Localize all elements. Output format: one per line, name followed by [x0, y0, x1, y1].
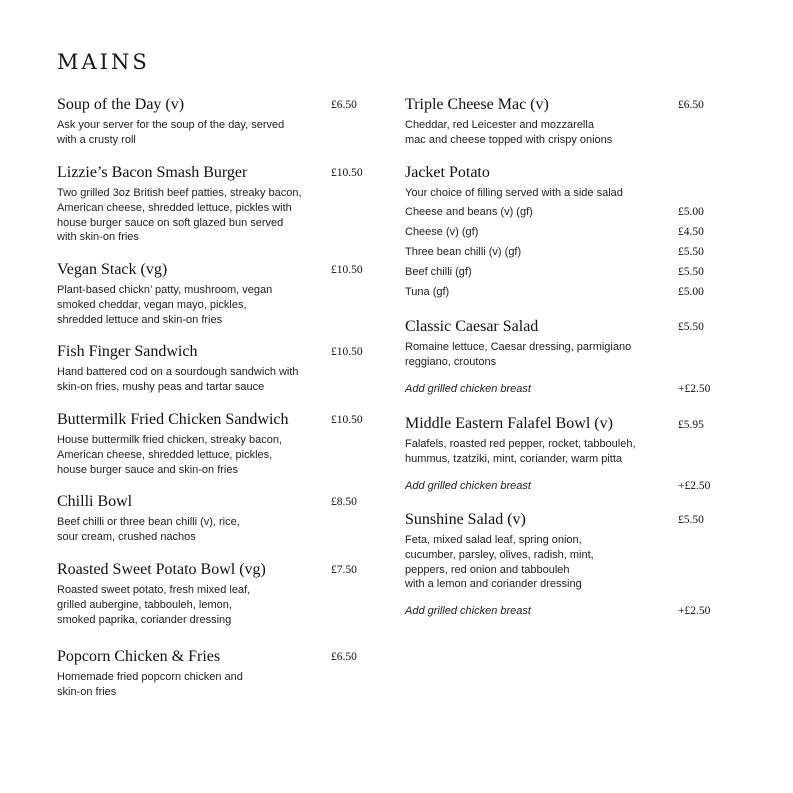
filling-option: Cheese (v) (gf) £4.50 — [405, 226, 704, 238]
item-name: Chilli Bowl — [57, 493, 133, 510]
item-price: £10.50 — [331, 346, 363, 358]
item-description: Homemade fried popcorn chicken and skin-on fries — [57, 671, 243, 698]
item-name: Jacket Potato — [405, 164, 490, 181]
item-name: Vegan Stack (vg) — [57, 261, 168, 278]
menu-item-sweet-potato-bowl — [57, 560, 367, 627]
item-description: Roasted sweet potato, fresh mixed leaf, grilled aubergine, tabbouleh, lemon, smoked paprika, coriander dressing — [57, 584, 251, 626]
menu-item-jacket-potato — [405, 163, 715, 201]
item-description: Ask your server for the soup of the day, served with a crusty roll — [57, 119, 285, 146]
item-price: £10.50 — [331, 264, 363, 276]
item-price: £10.50 — [331, 414, 363, 426]
item-description: House buttermilk fried chicken, streaky bacon, American cheese, shredded lettuce, pickles, house burger sauce and skin-on fries — [57, 434, 282, 476]
item-price: £8.50 — [331, 496, 357, 508]
addon-chicken: Add grilled chicken breast +£2.50 — [405, 383, 711, 395]
menu-item-sunshine-salad — [405, 510, 715, 592]
item-description: Feta, mixed salad leaf, spring onion, cucumber, parsley, olives, radish, mint, peppers, red onion and tabbouleh with a lemon and coriander dressing — [405, 534, 594, 591]
item-price: £6.50 — [331, 99, 357, 111]
item-description: Romaine lettuce, Caesar dressing, parmigiano reggiano, croutons — [405, 341, 632, 368]
item-price: £5.95 — [678, 419, 704, 431]
menu-item-vegan-stack — [57, 260, 367, 327]
item-price: £5.50 — [678, 514, 704, 526]
menu-item-bacon-burger — [57, 163, 367, 245]
item-price: £5.50 — [678, 321, 704, 333]
item-name: Fish Finger Sandwich — [57, 343, 198, 360]
item-price: £6.50 — [331, 651, 357, 663]
menu-item-popcorn-chicken — [57, 647, 367, 700]
item-name: Triple Cheese Mac (v) — [405, 96, 549, 113]
menu-item-fish-finger — [57, 342, 367, 395]
menu-item-triple-cheese-mac — [405, 95, 715, 148]
filling-option: Beef chilli (gf) £5.50 — [405, 266, 704, 278]
item-price: £6.50 — [678, 99, 704, 111]
item-name: Popcorn Chicken & Fries — [57, 648, 221, 665]
item-name: Sunshine Salad (v) — [405, 511, 526, 528]
item-description: Your choice of filling served with a side salad — [405, 187, 623, 199]
menu-item-chilli-bowl — [57, 492, 367, 545]
filling-option: Three bean chilli (v) (gf) £5.50 — [405, 246, 704, 258]
item-description: Plant-based chickn’ patty, mushroom, vegan smoked cheddar, vegan mayo, pickles, shredded lettuce and skin-on fries — [57, 284, 273, 326]
addon-chicken: Add grilled chicken breast +£2.50 — [405, 480, 711, 492]
menu-item-falafel-bowl — [405, 414, 715, 467]
item-price: £7.50 — [331, 564, 357, 576]
menu-item-soup — [57, 95, 367, 148]
filling-option: Tuna (gf) £5.00 — [405, 286, 704, 298]
item-name: Lizzie’s Bacon Smash Burger — [57, 164, 248, 181]
item-name: Soup of the Day (v) — [57, 96, 185, 113]
menu-item-caesar-salad — [405, 317, 715, 370]
addon-chicken: Add grilled chicken breast +£2.50 — [405, 605, 711, 617]
item-name: Buttermilk Fried Chicken Sandwich — [57, 411, 289, 428]
item-name: Middle Eastern Falafel Bowl (v) — [405, 415, 613, 432]
item-description: Falafels, roasted red pepper, rocket, tabbouleh, hummus, tzatziki, mint, coriander, warm pitta — [405, 438, 636, 465]
item-description: Cheddar, red Leicester and mozzarella mac and cheese topped with crispy onions — [405, 119, 613, 146]
menu-title: MAINS — [57, 50, 150, 74]
item-name: Roasted Sweet Potato Bowl (vg) — [57, 561, 266, 578]
filling-option: Cheese and beans (v) (gf) £5.00 — [405, 206, 704, 218]
item-description: Hand battered cod on a sourdough sandwich with skin-on fries, mushy peas and tartar sauce — [57, 366, 299, 393]
item-name: Classic Caesar Salad — [405, 318, 539, 335]
item-description: Two grilled 3oz British beef patties, streaky bacon, American cheese, shredded lettuce, pickles with house burger sauce on soft glazed bun served with skin-on fries — [57, 187, 302, 244]
menu-item-buttermilk-chicken — [57, 410, 367, 477]
item-description: Beef chilli or three bean chilli (v), rice, sour cream, crushed nachos — [57, 516, 240, 543]
item-price: £10.50 — [331, 167, 363, 179]
